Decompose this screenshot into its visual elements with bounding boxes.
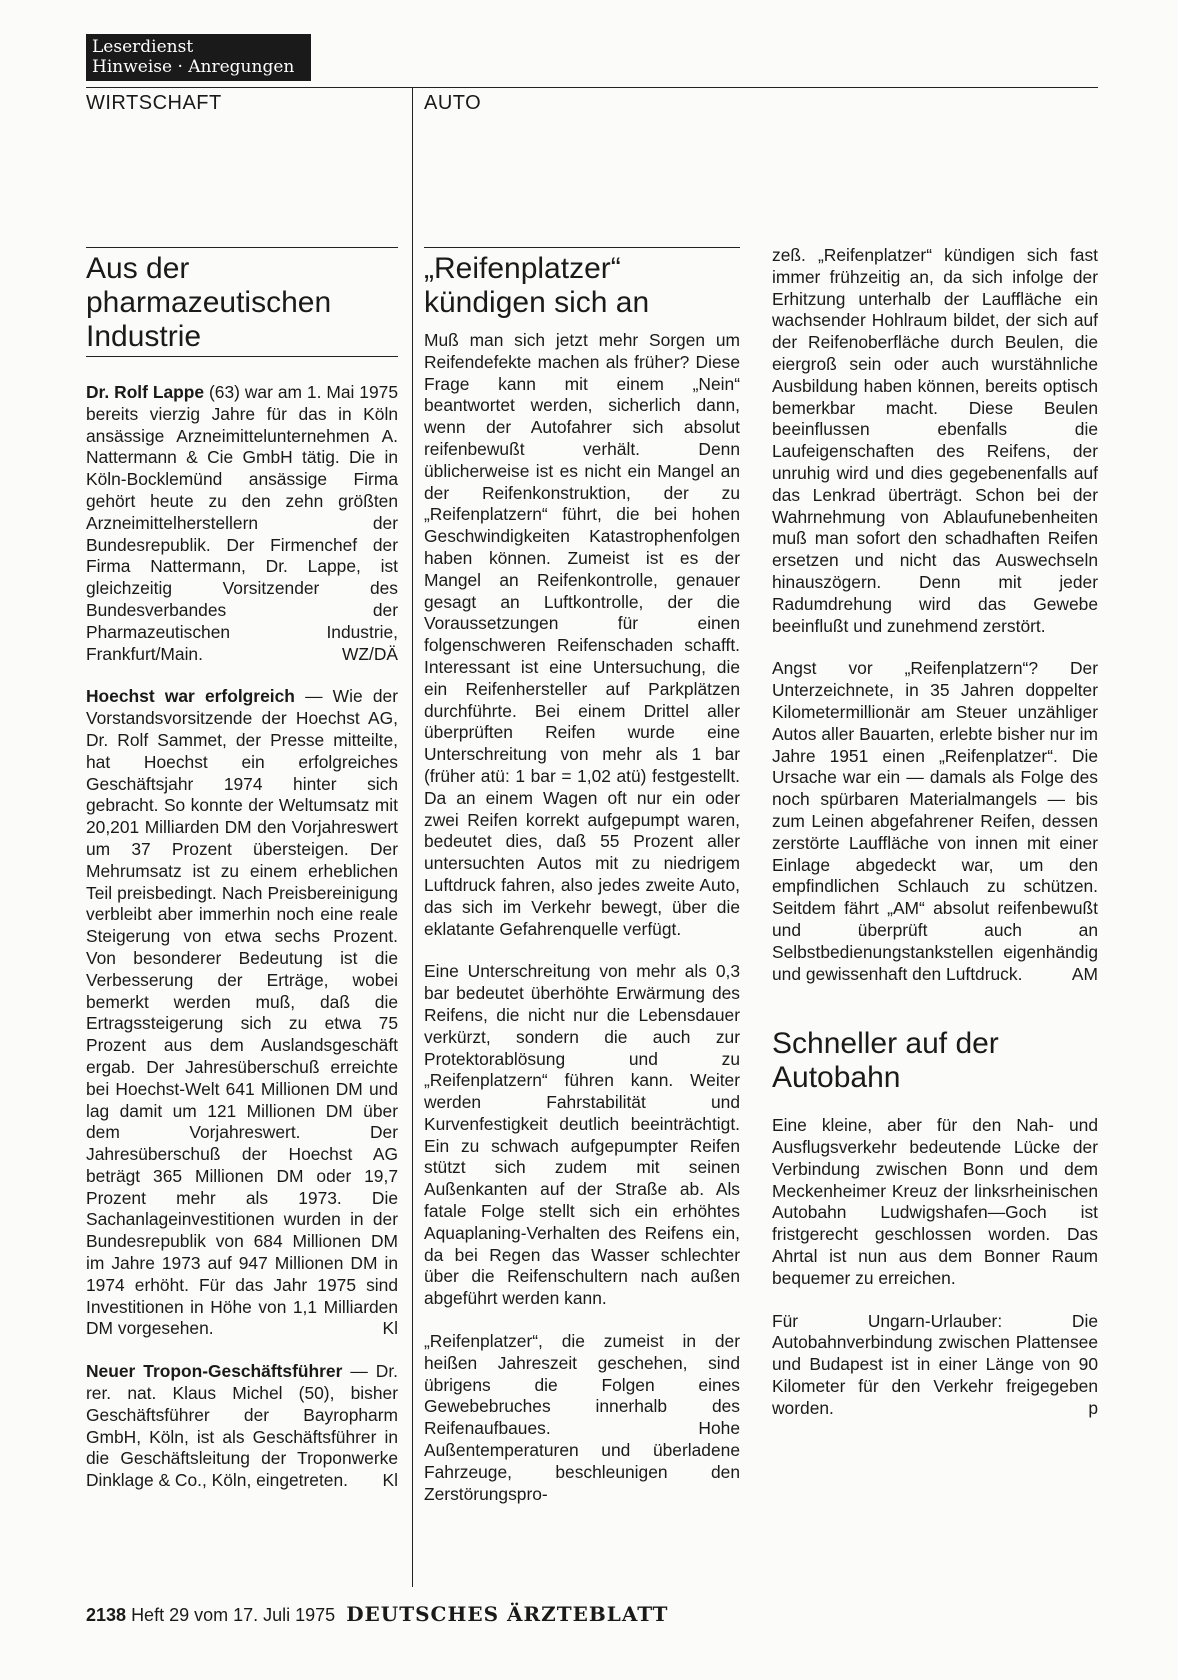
paragraph: [772, 658, 1098, 985]
author-signature: Kl: [382, 1470, 398, 1491]
column-2: [424, 330, 740, 1526]
headline-rule-top: [424, 247, 740, 248]
column-divider: [412, 87, 413, 1587]
magazine-title: DEUTSCHES ÄRZTEBLATT: [346, 1602, 669, 1626]
author-signature: p: [1088, 1397, 1098, 1418]
headline-autobahn: Schneller auf der Autobahn: [772, 1027, 999, 1095]
article-lead: Neuer Tropon-Geschäftsführer: [86, 1361, 343, 1382]
headline-rule-top: [86, 247, 398, 248]
article-body: (63) war am 1. Mai 1975 bereits vierzig Jahre für das in Köln ansässige Arzneimittelunternehmen A. Nattermann & Cie GmbH tätig. Die in Köln-Bocklemünd ansässige Firma gehört heute zu den zehn größten Arzneimittelherstellern der Bundesrepublik. Der Firmenchef der Firma Nattermann, Dr. Lappe, ist gleichzeitig Vorsitzender des Bundesverbandes der Pharmazeutischen Industrie, Frankfurt/Main.: [86, 382, 398, 664]
issue-info: Heft 29 vom 17. Juli 1975: [131, 1605, 336, 1625]
badge-line-1: Leserdienst: [92, 37, 194, 57]
headline-reifenplatzer: „Reifenplatzer“ kündigen sich an: [424, 252, 650, 319]
author-signature: AM: [1071, 963, 1098, 984]
article-tropon: [86, 1361, 398, 1492]
section-label-auto: AUTO: [424, 92, 482, 114]
top-rule: [86, 87, 1098, 88]
article-lead: Hoechst war erfolgreich: [86, 686, 295, 707]
badge-line-2: Hinweise · Anregungen: [92, 57, 295, 77]
paragraph-body: Für Ungarn-Urlauber: Die Autobahnverbindung zwischen Plattensee und Budapest ist in einer Länge von 90 Kilometer für den Verkehr freigegeben worden.: [772, 1310, 1098, 1418]
paragraph: „Reifenplatzer“, die zumeist in der heißen Jahreszeit geschehen, sind übrigens die Folgen eines Gewebebruches innerhalb des Reifenaufbaues. Hohe Außentemperaturen und überladene Fahrzeuge, beschleunigen den Zerstörungspro-: [424, 1331, 740, 1504]
column-3: [772, 245, 1098, 1441]
section-badge: [86, 34, 311, 81]
author-signature: WZ/DÄ: [341, 643, 398, 664]
paragraph: Eine Unterschreitung von mehr als 0,3 bar bedeutet überhöhte Erwärmung des Reifens, die nicht nur die Lebensdauer verkürzt, sondern die auch zur Protektorablösung und zu „Reifenplatzern“ führen kann. Weiter werden Fahrstabilität und Kurvenfestigkeit deutlich beeinträchtigt. Ein zu schwach aufgepumpter Reifen stützt sich zudem mit seinen Außenkanten auf der Straße ab. Als fatale Folge stellt sich ein erhöhtes Aquaplaning-Verhalten des Reifens ein, da bei Regen das Wasser schlechter über die Reifenschultern nach außen abgeführt werden kann.: [424, 961, 740, 1309]
article-body: — Wie der Vorstandsvorsitzende der Hoechst AG, Dr. Rolf Sammet, der Presse mitteilte, hat Hoechst ein erfolgreiches Geschäftsjahr 1974 hinter sich gebracht. So konnte der Weltumsatz mit 20,201 Milliarden DM den Vorjahreswert um 37 Prozent übersteigen. Der Mehrumsatz ist zu einem erheblichen Teil preisbedingt. Nach Preisbereinigung verbleibt aber immerhin noch eine reale Steigerung von etwa sechs Prozent. Von besonderer Bedeutung ist die Verbesserung der Erträge, wobei bemerkt werden muß, daß die Ertragssteigerung sich zu etwa 75 Prozent aus dem Auslandsgeschäft ergab. Der Jahresüberschuß erreichte bei Hoechst-Welt 641 Millionen DM und lag damit um 121 Millionen DM über dem Vorjahreswert. Der Jahresüberschuß der Hoechst AG beträgt 365 Millionen DM oder 19,7 Prozent mehr als 1973. Die Sachanlageinvestitionen wurden in der Bundesrepublik von 684 Millionen DM im Jahre 1973 auf 947 Millionen DM in 1974 erhöht. Für das Jahr 1975 sind Investitionen in Höhe von 1,1 Milliarden DM vorgesehen.: [86, 686, 398, 1339]
paragraph: zeß. „Reifenplatzer“ kündigen sich fast immer frühzeitig an, da sich infolge der Erhitzung unterhalb der Lauffläche ein wachsender Hohlraum bildet, der sich auf der Reifenoberfläche durch Beulen, die eiergroß sein oder auch wurstähnliche Ausbildung haben können, bereits optisch bemerkbar macht. Diese Beulen beeinflussen ebenfalls die Laufeigenschaften des Reifens, der unruhig wird und dies gegebenenfalls auf das Lenkrad überträgt. Schon bei der Wahrnehmung von Ablaufunebenheiten muß man sofort den schadhaften Reifen ersetzen und nicht das Auswechseln hinauszögern. Denn mit jeder Radumdrehung wird das Gewebe beeinflußt und zunehmend zerstört.: [772, 245, 1098, 636]
article-body: — Dr. rer. nat. Klaus Michel (50), bisher Geschäftsführer der Bayropharm GmbH, Köln, ist als Geschäftsführer in die Geschäftsleitung der Troponwerke Dinklage & Co., Köln, eingetreten.: [86, 1361, 398, 1491]
paragraph: [772, 1311, 1098, 1420]
article-hoechst: [86, 686, 398, 1340]
column-1: [86, 382, 398, 1513]
author-signature: Kl: [382, 1318, 398, 1339]
paragraph: Eine kleine, aber für den Nah- und Ausflugsverkehr bedeutende Lücke der Verbindung zwischen Bonn und dem Meckenheimer Kreuz der linksrheinischen Autobahn Ludwigshafen—Goch ist fristgerecht geschlossen worden. Das Ahrtal ist nun aus dem Bonner Raum bequemer zu erreichen.: [772, 1115, 1098, 1288]
page-number: 2138: [86, 1605, 127, 1625]
article-lead: Dr. Rolf Lappe: [86, 382, 205, 402]
section-label-wirtschaft: WIRTSCHAFT: [86, 92, 222, 114]
headline-rule-bottom: [86, 356, 398, 357]
page-footer: [86, 1602, 668, 1626]
headline-pharma: Aus der pharmazeutischen Industrie: [86, 252, 332, 353]
paragraph-body: Angst vor „Reifenplatzern“? Der Unterzeichnete, in 35 Jahren doppelter Kilometermillionär am Steuer unzähliger Autos aller Bauarten, erlebte bisher nur im Jahre 1951 einen „Reifenplatzer“. Die Ursache war ein — damals als Folge des noch spürbaren Materialmangels — bis zum Leinen abgefahrener Reifen, dessen zerstörte Lauffläche von innen mit einer Einlage abgedeckt war, um den empfindlichen Schlauch zu schützen. Seitdem fährt „AM“ absolut reifenbewußt und überprüft auch an Selbstbedienungstankstellen eigenhändig und gewissenhaft den Luftdruck.: [772, 658, 1098, 984]
article-lappe: [86, 382, 398, 665]
paragraph: Muß man sich jetzt mehr Sorgen um Reifendefekte machen als früher? Diese Frage kann mit einem „Nein“ beantwortet werden, sicherlich dann, wenn der Autofahrer sich absolut reifenbewußt verhält. Denn üblicherweise ist es nicht ein Mangel an der Reifenkonstruktion, der zu „Reifenplatzern“ führt, die bei hohen Geschwindigkeiten Katastrophenfolgen haben können. Zumeist ist es der Mangel an Reifenkontrolle, genauer gesagt an Luftkontrolle, der die Voraussetzungen für einen folgenschweren Reifenschaden schafft. Interessant ist eine Untersuchung, die ein Reifenhersteller auf Parkplätzen durchführte. Bei einem Drittel aller überprüften Reifen wurde eine Unterschreitung von mehr als 1 bar (früher atü: 1 bar = 1,02 atü) festgestellt. Da an einem Wagen oft nur ein oder zwei Reifen korrekt aufgepumpt waren, bedeutet dies, daß 55 Prozent aller untersuchten Autos mit zu niedrigem Luftdruck fahren, also jedes zweite Auto, das sich im Verkehr bewegt, über die eklatante Gefahrenquelle verfügt.: [424, 330, 740, 939]
